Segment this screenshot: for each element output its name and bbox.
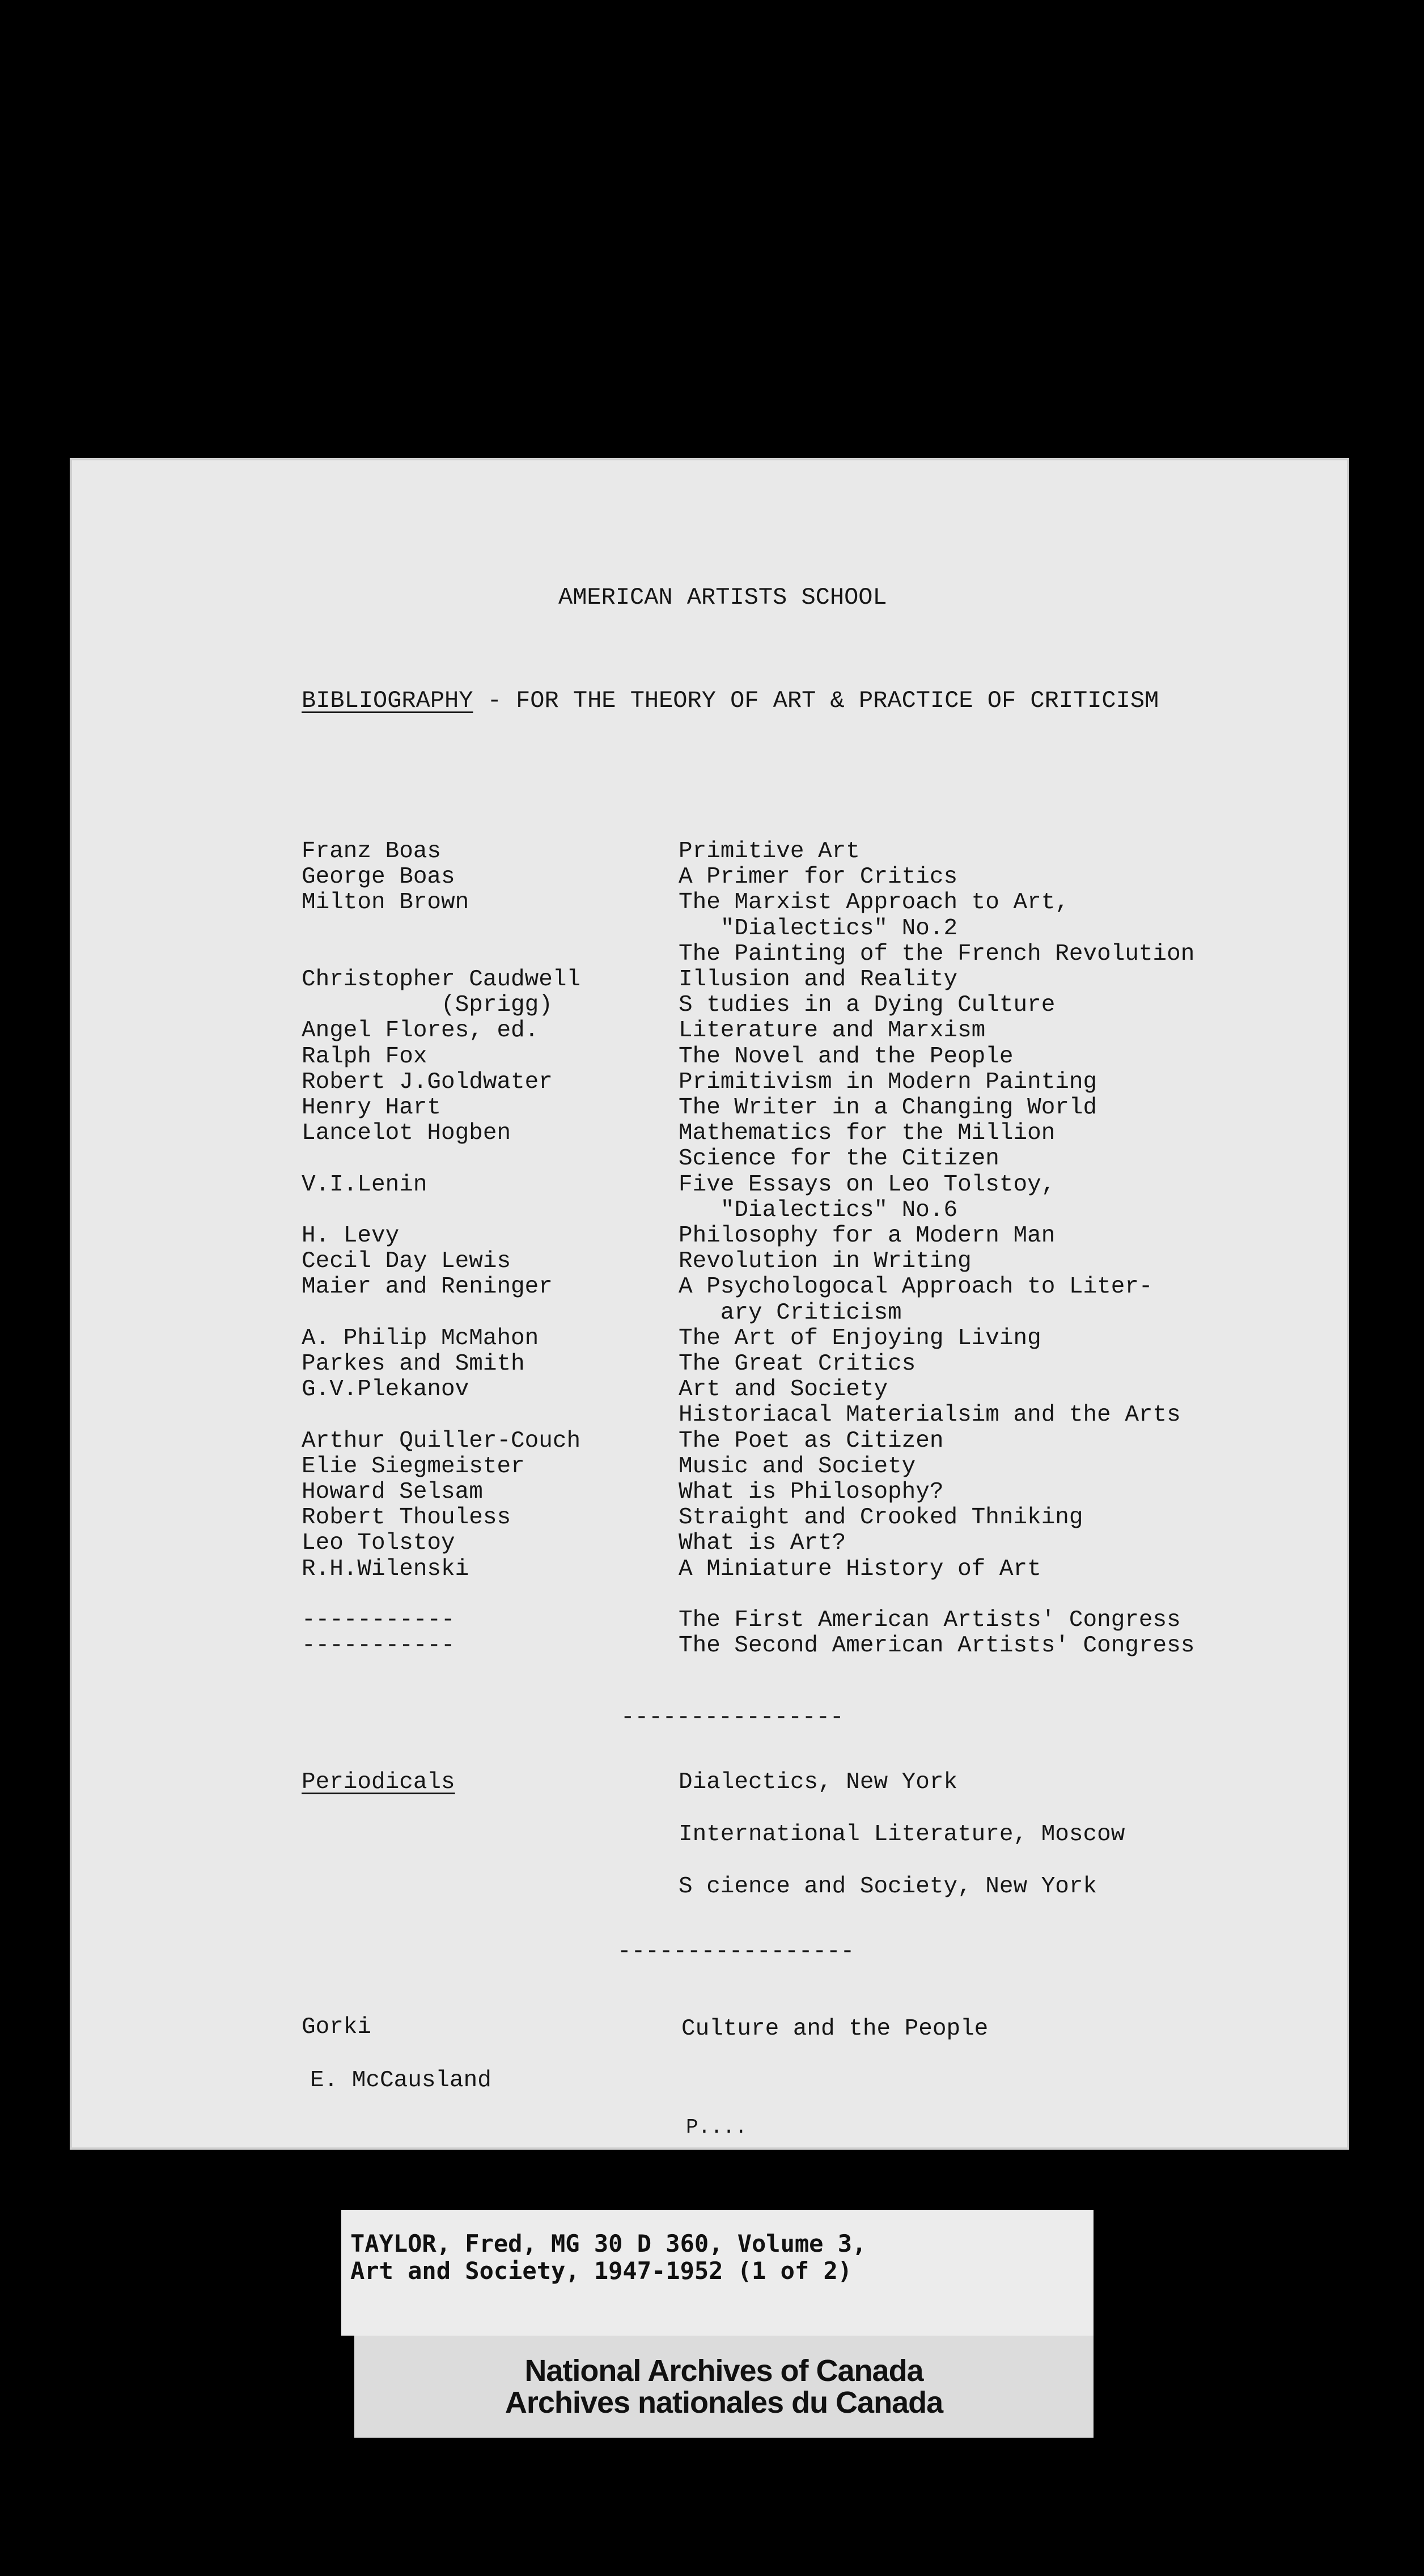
archive-reference-line: TAYLOR, Fred, MG 30 D 360, Volume 3, <box>350 2230 867 2257</box>
archive-name-label <box>354 2336 1094 2438</box>
entry-author: Parkes and Smith <box>302 1351 525 1377</box>
entry-title: The Writer in a Changing World <box>679 1095 1097 1121</box>
entry-title: Literature and Marxism <box>679 1018 986 1044</box>
entry-title: "Dialectics" No.2 <box>679 915 958 942</box>
periodical-item: Dialectics, New York <box>679 1769 958 1795</box>
document-page <box>70 458 1349 2150</box>
entry-author: A. Philip McMahon <box>302 1325 539 1351</box>
entry-author: Lancelot Hogben <box>302 1120 511 1147</box>
entry-author: Leo Tolstoy <box>302 1530 455 1557</box>
entry-title: Primitive Art <box>679 838 860 865</box>
entry-title: Philosophy for a Modern Man <box>679 1223 1056 1249</box>
archive-reference-label <box>341 2210 1094 2336</box>
entry-title: The Great Critics <box>679 1351 916 1377</box>
entry-author: Angel Flores, ed. <box>302 1018 539 1044</box>
entry-author: ----------- <box>302 1633 455 1659</box>
entry-title: ary Criticism <box>679 1299 902 1326</box>
entry-title: "Dialectics" No.6 <box>679 1197 958 1223</box>
gorki-author: Gorki <box>302 2014 372 2040</box>
entry-author: ----------- <box>302 1607 455 1633</box>
entry-title: Mathematics for the Million <box>679 1120 1056 1147</box>
entry-title: What is Philosophy? <box>679 1479 944 1505</box>
entry-author: Milton Brown <box>302 889 469 916</box>
entry-title: The Painting of the French Revolution <box>679 940 1195 967</box>
page-heading: AMERICAN ARTISTS SCHOOL <box>558 584 887 611</box>
entry-title: Illusion and Reality <box>679 967 958 993</box>
entry-title: Revolution in Writing <box>679 1248 972 1275</box>
entry-author: Maier and Reninger <box>302 1274 553 1300</box>
periodical-item: International Literature, Moscow <box>679 1821 1125 1848</box>
entry-author: George Boas <box>302 864 455 891</box>
entry-author: Franz Boas <box>302 838 442 865</box>
entry-title: The Second American Artists' Congress <box>679 1633 1195 1659</box>
divider: ---------------- <box>621 1705 844 1731</box>
entry-author: Ralph Fox <box>302 1043 427 1070</box>
entry-title: Historiacal Materialsim and the Arts <box>679 1402 1181 1429</box>
entry-author: G.V.Plekanov <box>302 1376 469 1403</box>
archive-name-en: National Archives of Canada <box>524 2354 923 2388</box>
entry-title: Art and Society <box>679 1376 888 1403</box>
entry-author: (Sprigg) <box>302 992 553 1019</box>
entry-title: The Marxist Approach to Art, <box>679 889 1069 916</box>
bibliography-subtitle-rest: - FOR THE THEORY OF ART & PRACTICE OF CRITICISM <box>473 687 1159 714</box>
entry-author: Arthur Quiller-Couch <box>302 1427 581 1454</box>
entry-author: V.I.Lenin <box>302 1171 427 1198</box>
entry-title: The Poet as Citizen <box>679 1427 944 1454</box>
periodicals-label: Periodicals <box>302 1769 455 1795</box>
entry-author: Howard Selsam <box>302 1479 483 1505</box>
entry-title: S tudies in a Dying Culture <box>679 992 1056 1019</box>
bibliography-subtitle <box>302 687 1159 714</box>
entry-author: H. Levy <box>302 1223 400 1249</box>
entry-author: R.H.Wilenski <box>302 1556 469 1582</box>
entry-title: A Psychologocal Approach to Liter- <box>679 1274 1153 1300</box>
entry-title: Music and Society <box>679 1453 916 1480</box>
mccausland-title-fragment: P.... <box>686 2116 748 2139</box>
entry-author: Henry Hart <box>302 1095 442 1121</box>
entry-title: A Primer for Critics <box>679 864 958 891</box>
entry-title: Primitivism in Modern Painting <box>679 1069 1097 1095</box>
archive-name-fr: Archives nationales du Canada <box>505 2386 943 2420</box>
entry-author: Elie Siegmeister <box>302 1453 525 1480</box>
archive-reference-line: Art and Society, 1947-1952 (1 of 2) <box>350 2257 853 2285</box>
entry-title: The First American Artists' Congress <box>679 1607 1181 1633</box>
bibliography-label: BIBLIOGRAPHY <box>302 687 473 714</box>
periodical-item: S cience and Society, New York <box>679 1874 1097 1900</box>
entry-title: Science for the Citizen <box>679 1146 999 1172</box>
entry-title: Straight and Crooked Thniking <box>679 1505 1083 1531</box>
entry-author: Christopher Caudwell <box>302 967 581 993</box>
divider: ----------------- <box>617 1939 855 1965</box>
entry-author: Robert Thouless <box>302 1505 511 1531</box>
entry-title: What is Art? <box>679 1530 846 1557</box>
entry-title: Five Essays on Leo Tolstoy, <box>679 1171 1056 1198</box>
entry-title: The Novel and the People <box>679 1043 1014 1070</box>
entry-author: Cecil Day Lewis <box>302 1248 511 1275</box>
entry-author: Robert J.Goldwater <box>302 1069 553 1095</box>
gorki-title: Culture and the People <box>681 2016 989 2042</box>
entry-title: A Miniature History of Art <box>679 1556 1041 1582</box>
mccausland-author: E. McCausland <box>310 2067 491 2094</box>
entry-title: The Art of Enjoying Living <box>679 1325 1041 1351</box>
